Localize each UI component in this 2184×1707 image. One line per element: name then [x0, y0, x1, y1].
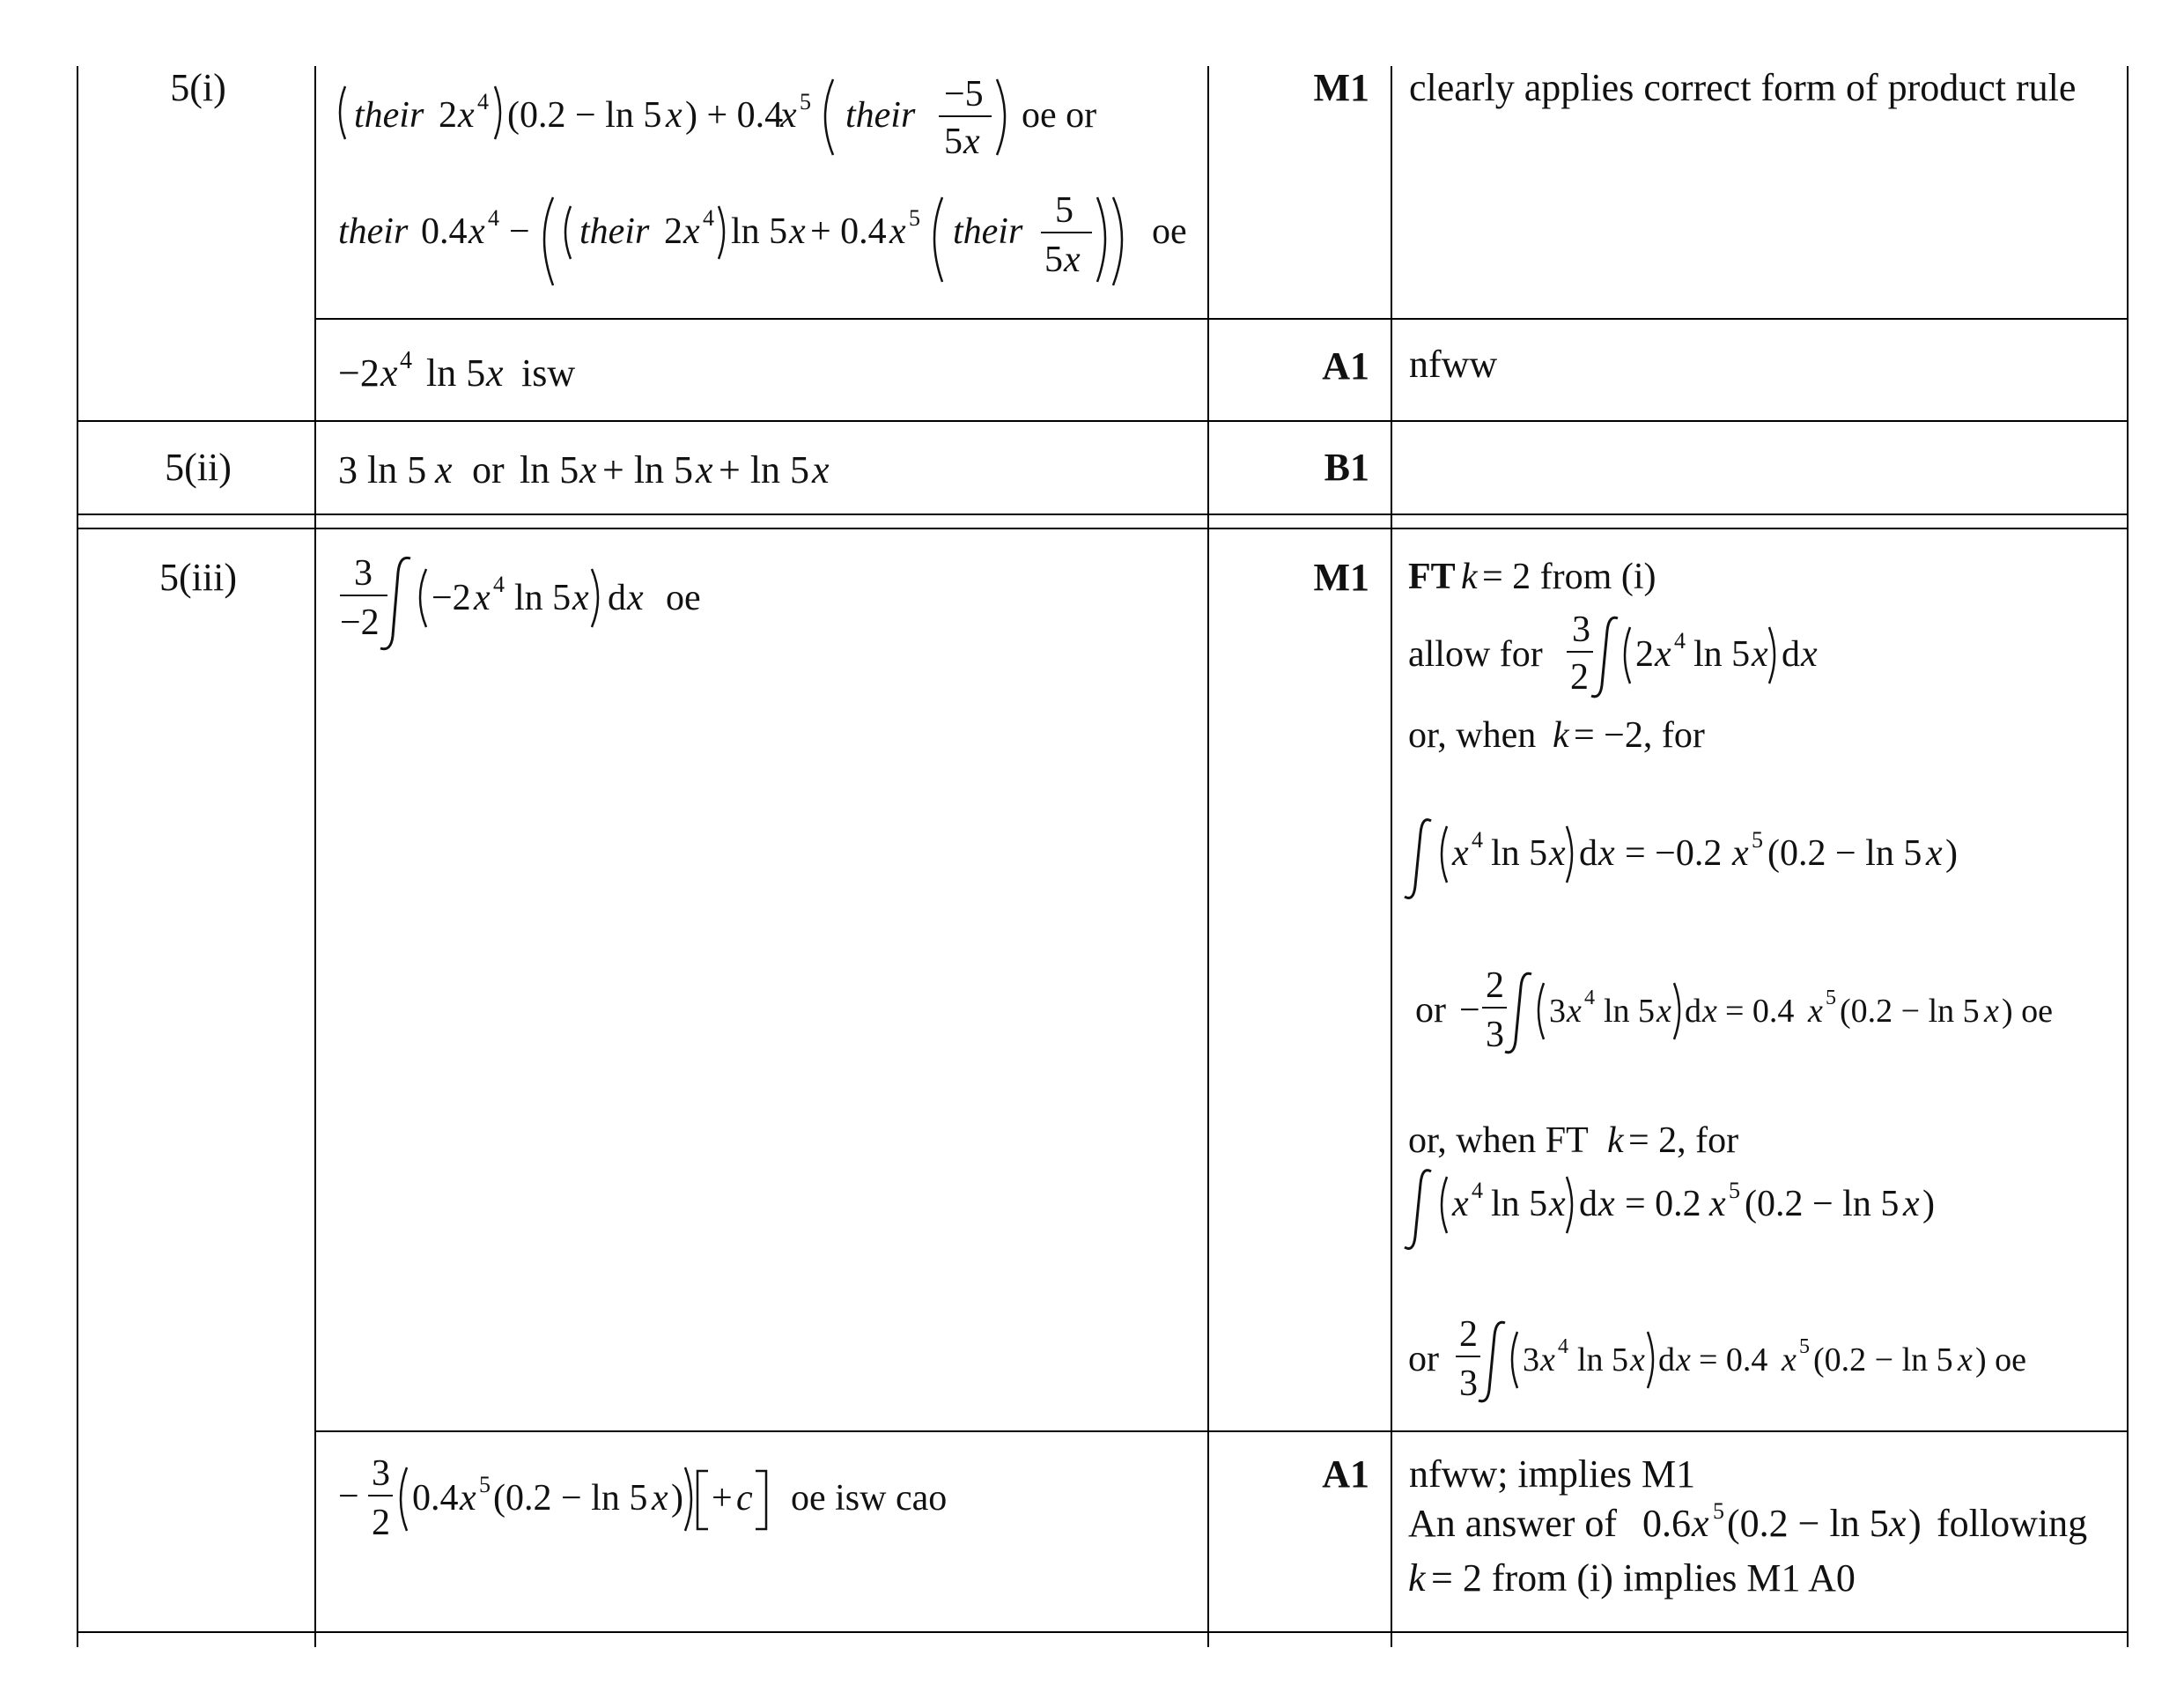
svg-text:x: x	[1984, 993, 1999, 1030]
svg-text:5: 5	[1055, 190, 1074, 231]
svg-text:ln 5: ln 5	[1604, 993, 1656, 1030]
svg-text:ln 5: ln 5	[520, 448, 579, 491]
mark: A1	[1322, 344, 1369, 388]
svg-text:5: 5	[1826, 987, 1836, 1009]
svg-text:x: x	[666, 95, 682, 136]
svg-text:2: 2	[439, 95, 457, 136]
svg-text:x: x	[460, 1478, 476, 1519]
svg-text:x: x	[486, 351, 504, 395]
svg-text:following: following	[1937, 1502, 2088, 1545]
svg-text:(0.2 − ln 5: (0.2 − ln 5	[493, 1478, 648, 1519]
question-number: 5(iii)	[159, 556, 237, 599]
svg-text:ln 5: ln 5	[426, 351, 486, 395]
svg-text:k: k	[1553, 715, 1569, 756]
svg-text:−2: −2	[432, 578, 471, 618]
svg-text:d: d	[1658, 1341, 1675, 1378]
svg-text:d: d	[1782, 634, 1800, 675]
svg-text:x: x	[1702, 993, 1717, 1030]
svg-text:ln 5: ln 5	[1693, 634, 1751, 675]
svg-text:= 2, for: = 2, for	[1628, 1120, 1739, 1161]
question-number: 5(i)	[170, 66, 226, 109]
svg-text:4: 4	[477, 89, 489, 115]
svg-text:x: x	[1889, 1502, 1907, 1545]
svg-text:0.6: 0.6	[1642, 1502, 1691, 1545]
svg-text:x: x	[1709, 1184, 1726, 1224]
svg-text:x: x	[963, 122, 980, 162]
svg-text:x: x	[789, 211, 806, 252]
svg-text:= −0.2: = −0.2	[1625, 833, 1723, 874]
guidance-text: clearly applies correct form of product rule	[1409, 66, 2077, 109]
svg-text:or, when: or, when	[1408, 715, 1537, 756]
svg-text:allow for: allow for	[1408, 634, 1543, 675]
svg-text:x: x	[1452, 1184, 1469, 1224]
mark: B1	[1324, 446, 1369, 489]
svg-text:2: 2	[1570, 657, 1589, 698]
svg-text:−5: −5	[944, 74, 984, 115]
svg-text:(0.2 − ln 5: (0.2 − ln 5	[1745, 1184, 1900, 1224]
svg-text:2: 2	[1635, 634, 1654, 675]
svg-text:isw: isw	[521, 351, 576, 395]
svg-text:) + 0.4: ) + 0.4	[685, 95, 784, 136]
svg-text:x: x	[889, 211, 906, 252]
svg-text:or: or	[1415, 990, 1446, 1031]
svg-text:0.4: 0.4	[412, 1478, 459, 1519]
answer-formula	[335, 185, 1187, 299]
answer-formula	[335, 1453, 1127, 1559]
svg-text:x: x	[780, 95, 797, 136]
svg-text:5: 5	[479, 1472, 491, 1497]
svg-text:5: 5	[944, 122, 963, 162]
oe-or-label: oe or	[1022, 95, 1097, 136]
svg-text:d: d	[608, 578, 626, 618]
svg-text:(0.2 − ln 5: (0.2 − ln 5	[1767, 833, 1922, 874]
svg-text:x: x	[1903, 1184, 1920, 1224]
svg-text:x: x	[458, 95, 475, 136]
svg-text:4: 4	[703, 205, 714, 231]
svg-text:= 2 from (i) implies M1 A0: = 2 from (i) implies M1 A0	[1431, 1556, 1856, 1600]
svg-text:5: 5	[800, 89, 811, 115]
svg-text:(0.2 − ln 5: (0.2 − ln 5	[1727, 1502, 1889, 1545]
svg-text:x: x	[1598, 833, 1615, 874]
svg-text:x: x	[1549, 833, 1566, 874]
svg-text:x: x	[435, 448, 453, 491]
svg-text:3 ln 5: 3 ln 5	[338, 448, 427, 491]
svg-text:their: their	[579, 211, 650, 252]
svg-text:0.4: 0.4	[421, 211, 468, 252]
svg-text:−: −	[1459, 990, 1480, 1031]
answer-formula	[335, 440, 951, 502]
svg-text:ln 5: ln 5	[514, 578, 572, 618]
guidance-text: nfww; implies M1	[1409, 1452, 1696, 1496]
answer-formula	[335, 344, 863, 405]
answer-formula	[335, 70, 1180, 176]
svg-text:x: x	[1630, 1341, 1645, 1378]
svg-text:3: 3	[1459, 1363, 1478, 1404]
svg-text:their: their	[354, 95, 424, 136]
mark: M1	[1313, 556, 1369, 599]
svg-text:3: 3	[354, 553, 373, 594]
svg-text:or: or	[1408, 1339, 1439, 1379]
svg-text:c: c	[736, 1478, 753, 1519]
svg-text:k: k	[1461, 557, 1478, 597]
answer-formula	[335, 551, 863, 657]
svg-text:4: 4	[493, 572, 505, 597]
svg-text:x: x	[579, 448, 597, 491]
svg-text:oe isw cao: oe isw cao	[791, 1478, 948, 1519]
svg-text:x: x	[627, 578, 644, 618]
svg-text:5: 5	[1729, 1178, 1740, 1203]
svg-text:FT: FT	[1408, 557, 1456, 597]
question-number: 5(ii)	[165, 446, 232, 489]
svg-text:−: −	[338, 1476, 359, 1517]
svg-text:ln 5: ln 5	[1491, 833, 1548, 874]
svg-text:= −2, for: = −2, for	[1574, 715, 1705, 756]
svg-text:their: their	[338, 211, 409, 252]
svg-text:) oe: ) oe	[1975, 1341, 2027, 1378]
svg-text:−: −	[509, 211, 530, 252]
svg-text:3: 3	[1572, 610, 1590, 650]
mark: M1	[1313, 66, 1369, 109]
guidance-formulas	[1405, 1497, 2118, 1621]
svg-text:4: 4	[1674, 628, 1686, 654]
svg-text:5: 5	[909, 205, 920, 231]
svg-text:their: their	[845, 95, 916, 136]
svg-text:d: d	[1685, 993, 1701, 1030]
svg-text:): )	[1908, 1502, 1922, 1545]
guidance-formulas	[1405, 546, 2118, 1427]
svg-text:5: 5	[1044, 240, 1063, 280]
svg-text:x: x	[1782, 1341, 1797, 1378]
svg-text:x: x	[1692, 1502, 1709, 1545]
svg-text:x: x	[1567, 993, 1582, 1030]
svg-text:5: 5	[1752, 827, 1763, 853]
svg-text:oe: oe	[666, 578, 701, 618]
svg-text:x: x	[1549, 1184, 1566, 1224]
svg-text:4: 4	[400, 347, 412, 374]
mark: A1	[1322, 1452, 1369, 1496]
svg-text:ln 5: ln 5	[731, 211, 788, 252]
svg-text:3: 3	[1549, 993, 1566, 1030]
svg-text:x: x	[1732, 833, 1749, 874]
svg-text:(0.2 − ln 5: (0.2 − ln 5	[507, 95, 662, 136]
svg-text:or, when FT: or, when FT	[1408, 1120, 1589, 1161]
svg-text:4: 4	[1584, 987, 1595, 1009]
oe-label: oe	[1152, 211, 1187, 252]
svg-text:x: x	[474, 578, 491, 618]
svg-text:5: 5	[1713, 1498, 1724, 1524]
svg-text:x: x	[1656, 993, 1671, 1030]
svg-text:x: x	[1452, 833, 1469, 874]
svg-text:(0.2 − ln 5: (0.2 − ln 5	[1813, 1341, 1953, 1378]
svg-text:x: x	[1064, 240, 1081, 280]
svg-text:3: 3	[372, 1453, 390, 1494]
svg-text:+ ln 5: + ln 5	[602, 448, 694, 491]
svg-text:5: 5	[1799, 1335, 1810, 1358]
svg-text:2: 2	[1459, 1314, 1478, 1355]
svg-text:x: x	[380, 351, 398, 395]
svg-text:or: or	[472, 448, 505, 491]
svg-text:their: their	[953, 211, 1023, 252]
svg-text:): )	[1945, 833, 1958, 874]
svg-text:= 0.4: = 0.4	[1699, 1341, 1768, 1378]
svg-text:2: 2	[372, 1503, 390, 1543]
svg-text:x: x	[812, 448, 830, 491]
svg-text:x: x	[1958, 1341, 1973, 1378]
svg-text:+ 0.4: + 0.4	[810, 211, 887, 252]
svg-text:2: 2	[664, 211, 682, 252]
svg-text:k: k	[1607, 1120, 1624, 1161]
guidance-text: nfww	[1409, 343, 1498, 386]
svg-text:x: x	[1808, 993, 1823, 1030]
svg-text:x: x	[1540, 1341, 1555, 1378]
svg-text:4: 4	[1472, 827, 1483, 853]
svg-text:4: 4	[488, 205, 499, 231]
svg-text:x: x	[696, 448, 713, 491]
svg-text:x: x	[1752, 634, 1768, 675]
svg-text:ln 5: ln 5	[1491, 1184, 1548, 1224]
svg-text:(0.2 − ln 5: (0.2 − ln 5	[1840, 993, 1980, 1030]
svg-text:x: x	[1655, 634, 1671, 675]
svg-text:): )	[1922, 1184, 1935, 1224]
svg-text:x: x	[652, 1478, 668, 1519]
svg-text:= 0.4: = 0.4	[1725, 993, 1795, 1030]
svg-text:) oe: ) oe	[2002, 993, 2054, 1030]
svg-text:−2: −2	[338, 351, 380, 395]
svg-text:x: x	[683, 211, 700, 252]
svg-text:x: x	[1598, 1184, 1615, 1224]
svg-text:d: d	[1579, 1184, 1597, 1224]
svg-text:4: 4	[1472, 1178, 1483, 1203]
svg-text:x: x	[469, 211, 485, 252]
svg-text:3: 3	[1486, 1015, 1504, 1055]
svg-text:4: 4	[1558, 1335, 1568, 1358]
svg-text:): )	[671, 1478, 683, 1519]
svg-text:+: +	[712, 1478, 733, 1519]
svg-text:+ ln 5: + ln 5	[719, 448, 810, 491]
svg-text:= 0.2: = 0.2	[1625, 1184, 1701, 1224]
svg-text:An answer of: An answer of	[1408, 1502, 1618, 1545]
svg-text:k: k	[1408, 1556, 1426, 1600]
svg-text:x: x	[1676, 1341, 1691, 1378]
svg-text:x: x	[1926, 833, 1943, 874]
svg-text:−2: −2	[340, 602, 380, 643]
svg-text:x: x	[1801, 634, 1818, 675]
svg-text:2: 2	[1486, 965, 1504, 1006]
svg-text:d: d	[1579, 833, 1597, 874]
svg-text:x: x	[572, 578, 589, 618]
svg-text:ln 5: ln 5	[1577, 1341, 1629, 1378]
svg-text:3: 3	[1523, 1341, 1539, 1378]
svg-text:= 2 from (i): = 2 from (i)	[1482, 557, 1656, 597]
